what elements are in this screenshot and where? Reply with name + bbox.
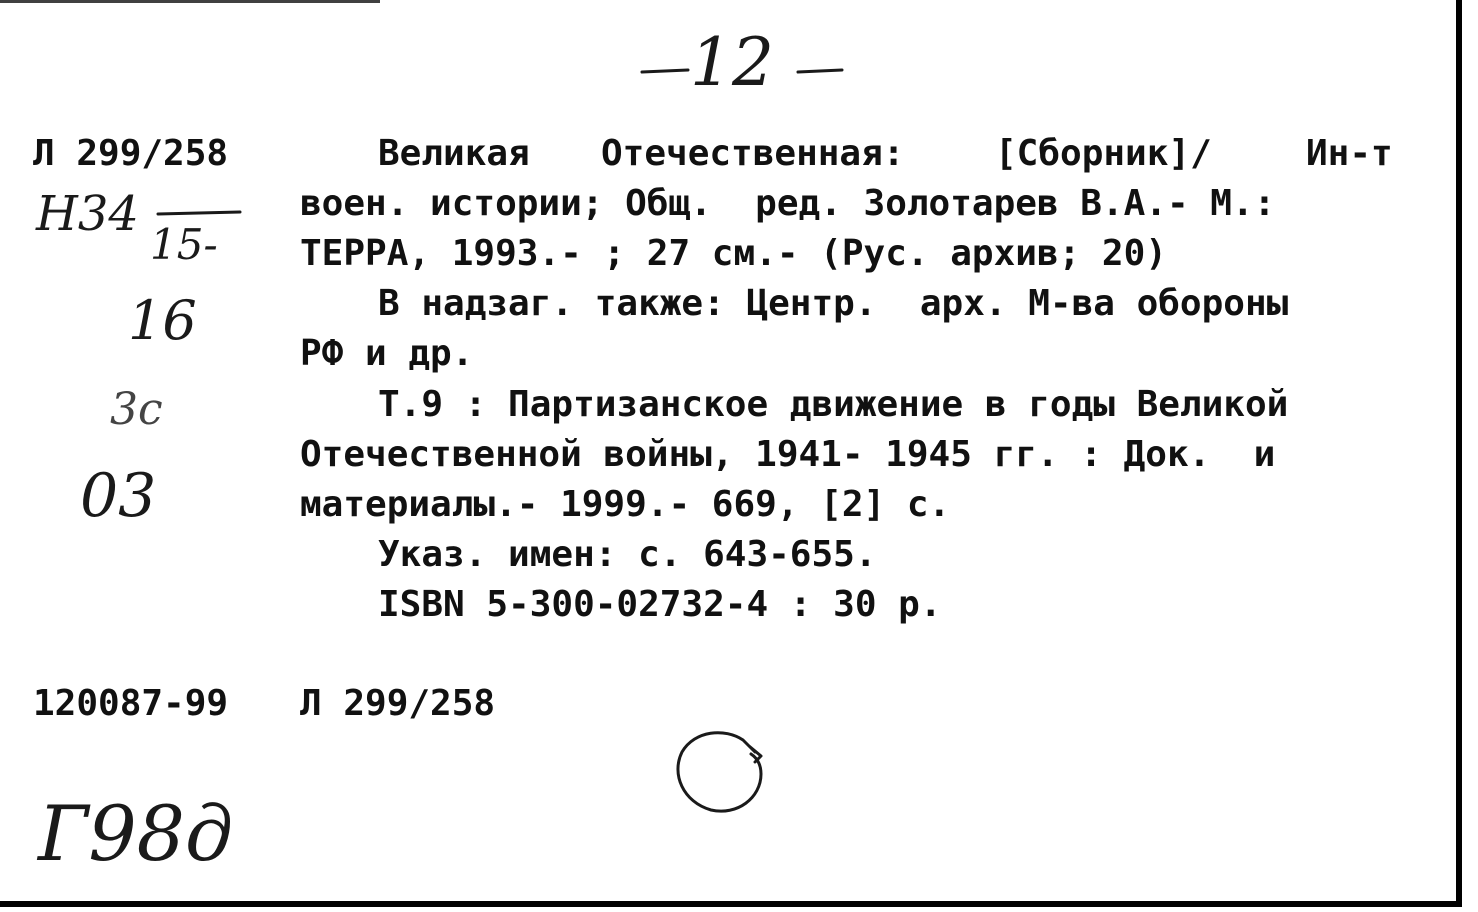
entry-line-1-c: [Сборник]/ [995,133,1212,174]
entry-line-8: материалы.- 1999.- 669, [2] с. [300,484,951,525]
card-top-edge [0,0,380,3]
shelf-mark-fraction: 15- [150,220,218,269]
entry-line-1-d: Ин-т [1306,133,1393,174]
card-right-border [1456,0,1462,905]
entry-line-6: Т.9 : Партизанское движение в годы Великой [378,384,1289,425]
card-punch-hole [665,722,775,822]
card-bottom-border [0,901,1462,907]
entry-line-3: ТЕРРА, 1993.- ; 27 см.- (Рус. архив; 20) [300,233,1167,274]
page-number: 12 [690,24,774,101]
accession-number: 120087-99 [33,683,229,724]
entry-line-10: ISBN 5-300-02732-4 : 30 р. [378,584,942,625]
footer-call-number: Л 299/258 [300,683,496,724]
entry-line-1-a: Великая [378,133,530,174]
shelf-mark-line-2: 16 [128,289,197,352]
shelf-mark-line-3: 3с [110,384,163,435]
entry-line-7: Отечественной войны, 1941- 1945 гг. : Док. и [300,434,1276,475]
call-number: Л 299/258 [33,133,229,174]
shelf-mark-line-4: 03 [80,461,157,531]
entry-line-4: В надзаг. также: Центр. арх. М-ва обороны [378,283,1289,324]
shelf-mark-bottom: Г98д [38,789,234,878]
entry-line-1-b: Отечественная: [601,133,905,174]
entry-line-5: РФ и др. [300,333,474,374]
entry-line-9: Указ. имен: с. 643-655. [378,534,877,575]
shelf-mark-code: Н34 [36,186,139,242]
entry-line-2: воен. истории; Общ. ред. Золотарев В.А.- М.: [300,183,1276,224]
